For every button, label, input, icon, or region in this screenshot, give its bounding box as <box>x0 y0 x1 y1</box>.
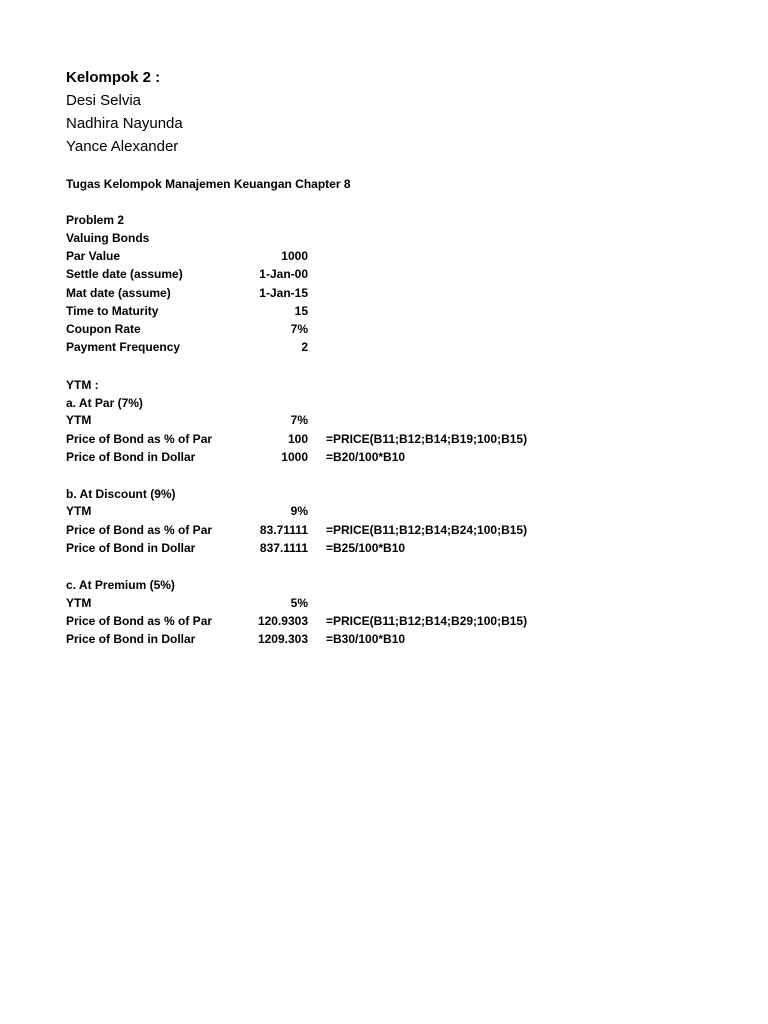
row-label: Price of Bond as % of Par <box>66 614 213 628</box>
input-value: 1-Jan-15 <box>259 286 308 300</box>
ytm-heading: YTM : <box>66 378 99 392</box>
input-row <box>66 285 536 301</box>
row-value: 1209.303 <box>257 632 308 646</box>
row-label: Price of Bond in Dollar <box>66 450 196 464</box>
input-row <box>66 303 536 319</box>
input-row <box>66 266 536 282</box>
row-label: Price of Bond as % of Par <box>66 432 213 446</box>
row-label: YTM <box>66 504 92 518</box>
problem-subtitle: Valuing Bonds <box>66 231 150 245</box>
row-formula: =B30/100*B10 <box>326 632 406 646</box>
input-value: 7% <box>290 322 308 336</box>
input-label: Payment Frequency <box>66 340 181 354</box>
row-value: 7% <box>290 413 308 427</box>
input-label: Coupon Rate <box>66 322 141 336</box>
row-label: Price of Bond as % of Par <box>66 523 213 537</box>
input-label: Mat date (assume) <box>66 286 171 300</box>
result-row <box>66 631 536 647</box>
result-row <box>66 540 536 556</box>
row-label: YTM <box>66 596 92 610</box>
input-value: 1-Jan-00 <box>259 267 308 281</box>
result-row <box>66 503 536 519</box>
row-label: Price of Bond in Dollar <box>66 541 196 555</box>
row-formula: =B25/100*B10 <box>326 541 406 555</box>
result-row <box>66 522 536 538</box>
result-row <box>66 431 536 447</box>
row-value: 120.9303 <box>257 614 308 628</box>
member-name: Yance Alexander <box>66 138 179 155</box>
member-name: Desi Selvia <box>66 92 142 109</box>
input-value: 1000 <box>281 249 308 263</box>
row-formula: =B20/100*B10 <box>326 450 406 464</box>
section-title: a. At Par (7%) <box>66 396 143 410</box>
input-label: Par Value <box>66 249 121 263</box>
result-row <box>66 449 536 465</box>
problem-title: Problem 2 <box>66 213 125 227</box>
result-row <box>66 613 536 629</box>
row-value: 100 <box>287 432 308 446</box>
row-value: 5% <box>290 596 308 610</box>
row-value: 9% <box>290 504 308 518</box>
input-row <box>66 321 536 337</box>
section-title: b. At Discount (9%) <box>66 487 176 501</box>
input-label: Settle date (assume) <box>66 267 183 281</box>
result-row <box>66 412 536 428</box>
member-name: Nadhira Nayunda <box>66 115 183 132</box>
row-formula: =PRICE(B11;B12;B14;B24;100;B15) <box>326 523 528 537</box>
row-value: 83.71111 <box>259 523 308 537</box>
input-label: Time to Maturity <box>66 304 159 318</box>
row-label: Price of Bond in Dollar <box>66 632 196 646</box>
input-value: 2 <box>301 340 308 354</box>
row-value: 1000 <box>281 450 308 464</box>
input-row <box>66 248 536 264</box>
section-title: c. At Premium (5%) <box>66 578 175 592</box>
input-value: 15 <box>294 304 308 318</box>
group-title: Kelompok 2 : <box>66 69 161 86</box>
row-formula: =PRICE(B11;B12;B14;B29;100;B15) <box>326 614 528 628</box>
input-row <box>66 339 536 355</box>
row-value: 837.1111 <box>259 541 308 555</box>
assignment-title: Tugas Kelompok Manajemen Keuangan Chapter 8 <box>66 177 351 191</box>
row-formula: =PRICE(B11;B12;B14;B19;100;B15) <box>326 432 528 446</box>
row-label: YTM <box>66 413 92 427</box>
result-row <box>66 595 536 611</box>
